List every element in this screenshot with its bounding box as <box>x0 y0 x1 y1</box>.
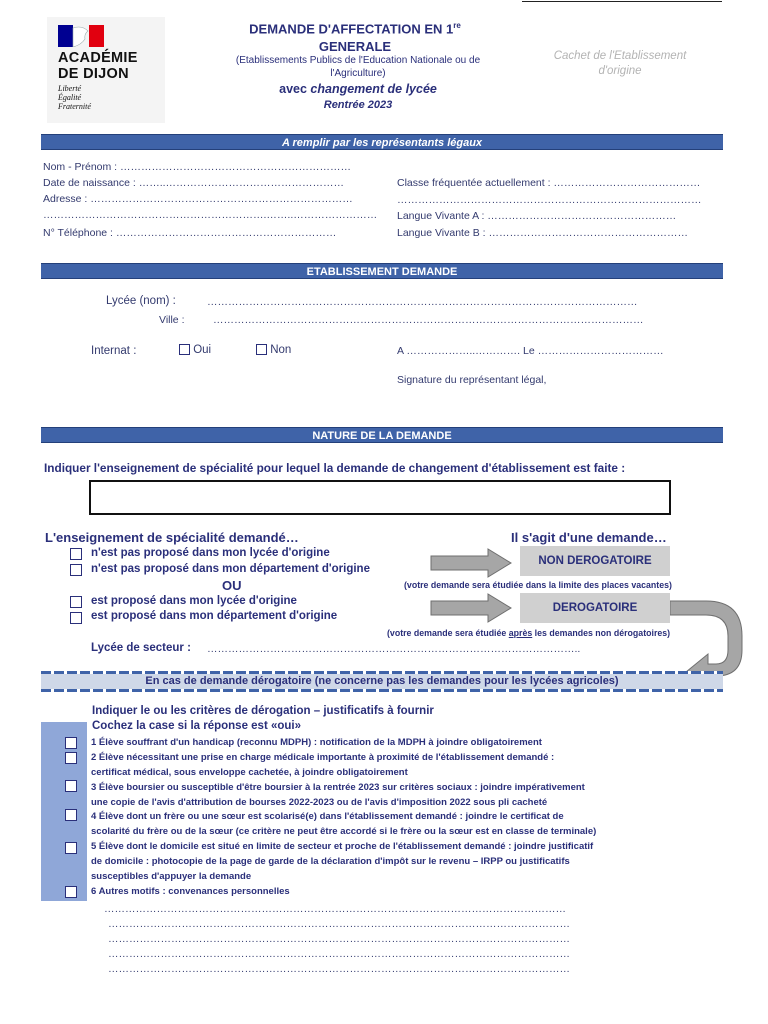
field-adresse-line2[interactable]: ……………………………………………………….……..…………………… <box>43 209 378 221</box>
critere-5-label-b: de domicile : photocopie de la page de garde de la déclaration d'impôt sur le revenu – IRPP ou justificatifs <box>91 856 570 867</box>
logo-line1: ACADÉMIE <box>58 50 138 66</box>
non-derogatoire-box: NON DEROGATOIRE <box>520 546 670 576</box>
derogation-bar-dash-bottom <box>41 689 723 692</box>
internat-non-checkbox[interactable] <box>256 344 267 355</box>
motifs-line-5[interactable]: …………………………………………………………………………………………………………………… <box>108 963 570 975</box>
field-classe-line2[interactable]: …………………………………………………………………………… <box>397 194 702 206</box>
critere-1-label: 1 Élève souffrant d'un handicap (reconnu MDPH) : notification de la MDPH à joindre obligatoirement <box>91 737 542 748</box>
arrow-right-icon <box>430 548 512 578</box>
field-nom-prenom[interactable]: Nom - Prénom : ………………………………………………………… <box>43 161 352 173</box>
derog-note-post: les demandes non dérogatoires) <box>532 628 671 638</box>
title-with <box>205 82 511 96</box>
criteres-sidebar <box>41 722 87 901</box>
page-title <box>205 17 505 56</box>
critere-6-checkbox[interactable] <box>65 886 77 898</box>
title-with-prefix: avec <box>279 82 307 96</box>
critere-5-label-c: susceptibles d'appuyer la demande <box>91 871 252 882</box>
field-date-naissance[interactable]: Date de naissance : ……..…………………………………………… <box>43 177 345 189</box>
option-3-label: est proposé dans mon lycée d'origine <box>91 595 297 607</box>
field-ville[interactable]: …………………………………………………………………………………………………………… <box>213 314 644 326</box>
motifs-line-3[interactable]: …………………………………………………………………………………………………………………… <box>108 933 570 945</box>
critere-3-checkbox[interactable] <box>65 780 77 792</box>
title-rentree: Rentrée 2023 <box>323 99 393 111</box>
option-2-label: n'est pas proposé dans mon département d'origine <box>91 563 370 575</box>
logo-motto-3: Fraternité <box>58 102 91 111</box>
marianne-icon <box>58 25 104 47</box>
option-4-checkbox[interactable] <box>70 612 82 624</box>
derog-note-pre: (votre demande sera étudiée <box>387 628 509 638</box>
field-langue-a[interactable]: Langue Vivante A : ……………………………………………… <box>397 210 677 222</box>
academy-logo <box>47 17 165 123</box>
non-derogatoire-note: (votre demande sera étudiée dans la limite des places vacantes) <box>404 580 672 590</box>
ville-label: Ville : <box>159 314 185 326</box>
option-1-label: n'est pas proposé dans mon lycée d'origine <box>91 547 330 559</box>
field-adresse[interactable]: Adresse : ………………………………………………………………… <box>43 193 353 205</box>
critere-4-label-b: scolarité du frère ou de la sœur (ce critère ne peut être accordé si le frère ou la sœur est en classe de terminale) <box>91 826 597 837</box>
field-lieu-date[interactable]: A ………………..…………. Le ……………………………… <box>397 345 664 357</box>
internat-label: Internat : <box>91 345 137 357</box>
arrow-right-icon <box>430 593 512 623</box>
critere-6-label: 6 Autres motifs : convenances personnelles <box>91 886 290 897</box>
title-line2: GENERALE <box>318 39 392 55</box>
criteres-title: Indiquer le ou les critères de dérogation – justificatifs à fournir <box>92 705 434 717</box>
field-langue-b[interactable]: Langue Vivante B : ………………………………………………… <box>397 227 688 239</box>
internat-non[interactable] <box>256 344 291 356</box>
critere-5-label-a: 5 Élève dont le domicile est situé en limite de secteur et proche de l'établissement demandé : joindre justificatif <box>91 841 594 852</box>
specialite-right-heading: Il s'agit d'une demande… <box>511 530 667 545</box>
motifs-line-4[interactable]: …………………………………………………………………………………………………………………… <box>108 948 570 960</box>
logo-motto-2: Égalité <box>58 93 82 102</box>
critere-3-label-a: 3 Élève boursier ou susceptible d'être boursier à la rentrée 2023 sur critères sociaux : joindre impérativement <box>91 782 585 793</box>
critere-1-checkbox[interactable] <box>65 737 77 749</box>
lycee-secteur-label: Lycée de secteur : <box>91 642 191 654</box>
signature-label: Signature du représentant légal, <box>397 374 547 386</box>
criteres-subtitle: Cochez la case si la réponse est «oui» <box>92 720 302 732</box>
field-classe[interactable]: Classe fréquentée actuellement : …………………………………… <box>397 177 701 189</box>
critere-2-label-b: certificat médical, sous enveloppe cachetée, à joindre obligatoirement <box>91 767 408 778</box>
critere-4-checkbox[interactable] <box>65 809 77 821</box>
critere-4-label-a: 4 Élève dont un frère ou une sœur est scolarisé(e) dans l'établissement demandé : joindre le certificat de <box>91 811 564 822</box>
logo-motto-1: Liberté <box>58 84 82 93</box>
critere-5-checkbox[interactable] <box>65 842 77 854</box>
critere-2-label-a: 2 Élève nécessitant une prise en charge médicale importante à proximité de l'établissement demandé : <box>91 752 555 763</box>
title-with-emph: changement de lycée <box>310 82 437 96</box>
section-etablissement-bar: ETABLISSEMENT DEMANDE <box>41 263 723 279</box>
title-line1: DEMANDE D'AFFECTATION EN 1 <box>249 21 454 37</box>
internat-oui[interactable] <box>179 344 211 356</box>
specialite-instruction: Indiquer l'enseignement de spécialité pour lequel la demande de changement d'établissement est faite : <box>44 461 626 475</box>
title-subtitle: (Etablissements Publics de l'Education Nationale ou de l'Agriculture) <box>235 55 481 79</box>
derog-note-underlined: après <box>508 628 533 638</box>
option-1-checkbox[interactable] <box>70 548 82 560</box>
option-3-checkbox[interactable] <box>70 596 82 608</box>
internat-oui-checkbox[interactable] <box>179 344 190 355</box>
section-legal-reps-bar: A remplir par les représentants légaux <box>41 134 723 150</box>
field-telephone[interactable]: N° Téléphone : ……………………………………………………… <box>43 227 337 239</box>
logo-line2: DE DIJON <box>58 66 129 82</box>
critere-2-checkbox[interactable] <box>65 752 77 764</box>
option-4-label: est proposé dans mon département d'origine <box>91 610 338 622</box>
motifs-line-1[interactable]: …………………………………………………………………………………………………………………… <box>104 903 566 915</box>
field-lycee-secteur[interactable]: …………………………………………………………………………………………….. <box>207 643 581 655</box>
title-sup: re <box>453 21 461 30</box>
motifs-line-2[interactable]: …………………………………………………………………………………………………………………… <box>108 918 570 930</box>
internat-oui-label: Oui <box>193 344 212 356</box>
derogation-bar: En cas de demande dérogatoire (ne concerne pas les demandes pour les lycées agricoles) <box>41 674 723 689</box>
derogatoire-note <box>387 628 670 638</box>
critere-3-label-b: une copie de l'avis d'attribution de bourses 2022-2023 ou de l'avis d'imposition 2022 sous pli cacheté <box>91 797 548 808</box>
internat-non-label: Non <box>270 344 292 356</box>
stamp-area: Cachet de l'Etablissement d'origine <box>553 50 687 77</box>
specialite-left-heading: L'enseignement de spécialité demandé… <box>45 530 299 545</box>
section-nature-bar: NATURE DE LA DEMANDE <box>41 427 723 443</box>
lycee-label: Lycée (nom) : <box>106 295 176 307</box>
top-rule <box>522 1 722 2</box>
field-lycee-nom[interactable]: …………………………………………………………………………………………………………… <box>207 296 638 308</box>
specialite-input-box[interactable] <box>89 480 671 515</box>
derogatoire-box: DEROGATOIRE <box>520 593 670 623</box>
ou-label: OU <box>222 578 242 593</box>
option-2-checkbox[interactable] <box>70 564 82 576</box>
